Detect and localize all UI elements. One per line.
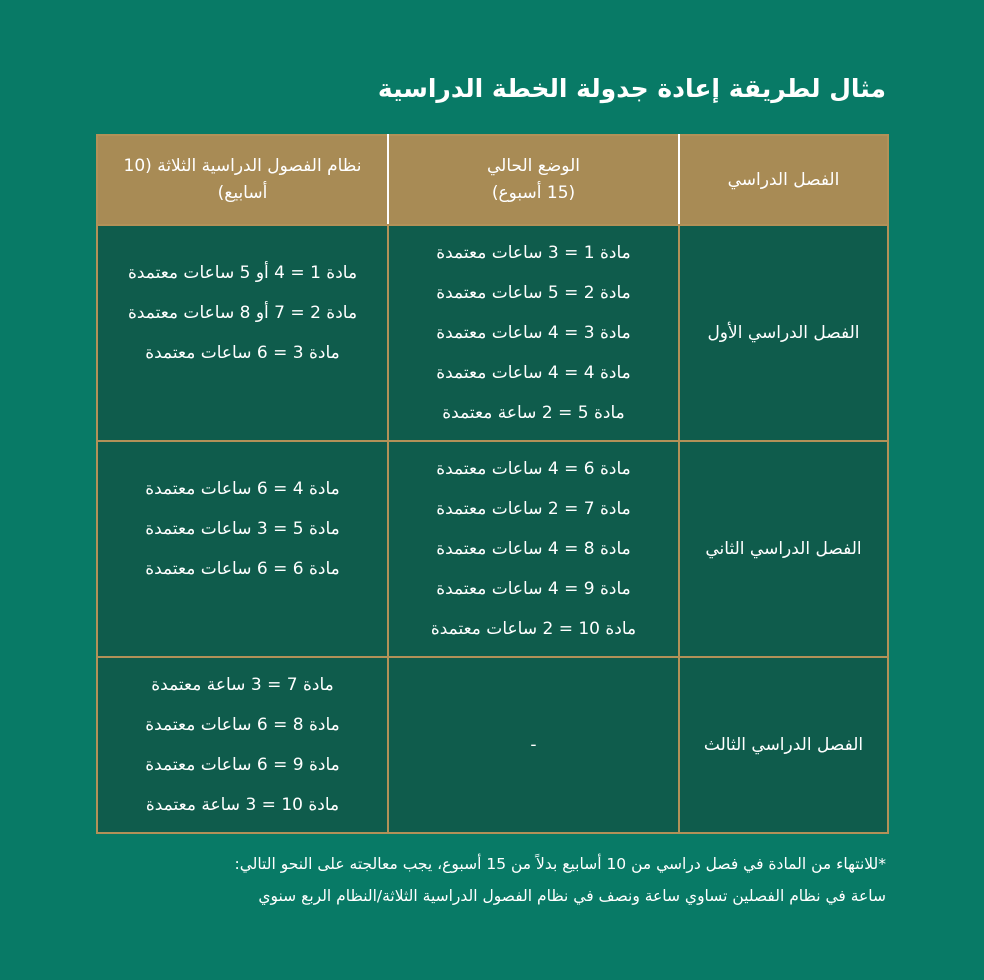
course-line: مادة 8 = 6 ساعات معتمدة [145,715,340,735]
footnote-line: *للانتهاء من المادة في فصل دراسي من 10 أسابيع بدلاً من 15 أسبوع، يجب معالجته على النحو التالي: [234,855,886,873]
trimester-cell [97,225,388,441]
course-line: مادة 8 = 4 ساعات معتمدة [436,539,631,559]
spacer-line [106,589,379,629]
header-line: الوضع الحالي [487,156,580,176]
table-row [97,441,888,657]
page-title: مثال لطريقة إعادة جدولة الخطة الدراسية [377,74,886,103]
trimester-cell [97,441,388,657]
course-line: مادة 1 = 3 ساعات معتمدة [436,243,631,263]
header-line: نظام الفصول الدراسية الثلاثة (10 [123,156,362,176]
table-header-row [97,135,888,225]
table-row [97,225,888,441]
table-row [97,657,888,833]
header-line: (15 أسبوع) [491,183,576,203]
trimester-cell [97,657,388,833]
course-line: مادة 3 = 4 ساعات معتمدة [436,323,631,343]
footnote [234,848,886,912]
current-cell [388,225,679,441]
course-line: مادة 1 = 4 أو 5 ساعات معتمدة [127,263,358,283]
course-line: مادة 7 = 3 ساعة معتمدة [151,675,334,695]
semester-cell [679,225,888,441]
spacer-line [106,373,379,413]
course-line: مادة 4 = 6 ساعات معتمدة [145,479,340,499]
semester-label: الفصل الدراسي الأول [707,323,860,343]
semester-label: الفصل الدراسي الثاني [705,539,862,559]
header-line: أسابيع) [217,183,268,203]
course-line: مادة 6 = 6 ساعات معتمدة [145,559,340,579]
semester-cell [679,657,888,833]
footnote-line: ساعة في نظام الفصلين تساوي ساعة ونصف في نظام الفصول الدراسية الثلاثة/النظام الربع سنوي [258,887,886,905]
header-semester [679,135,888,225]
course-line: مادة 2 = 5 ساعات معتمدة [436,283,631,303]
course-line: مادة 9 = 6 ساعات معتمدة [145,755,340,775]
course-line: مادة 5 = 2 ساعة معتمدة [442,403,625,423]
course-line: مادة 2 = 7 أو 8 ساعات معتمدة [127,303,358,323]
course-line: مادة 3 = 6 ساعات معتمدة [145,343,340,363]
current-cell [388,441,679,657]
semester-label: الفصل الدراسي الثالث [703,735,864,755]
course-line: مادة 7 = 2 ساعات معتمدة [436,499,631,519]
header-trimester-system [97,135,388,225]
course-line: - [530,735,537,755]
course-line: مادة 5 = 3 ساعات معتمدة [145,519,340,539]
course-line: مادة 6 = 4 ساعات معتمدة [436,459,631,479]
semester-cell [679,441,888,657]
course-line: مادة 10 = 3 ساعة معتمدة [145,795,340,815]
study-plan-table [96,134,889,834]
course-line: مادة 9 = 4 ساعات معتمدة [436,579,631,599]
header-line: الفصل الدراسي [727,169,840,190]
course-line: مادة 10 = 2 ساعات معتمدة [430,619,637,639]
current-cell [388,657,679,833]
header-current-status [388,135,679,225]
course-line: مادة 4 = 4 ساعات معتمدة [436,363,631,383]
